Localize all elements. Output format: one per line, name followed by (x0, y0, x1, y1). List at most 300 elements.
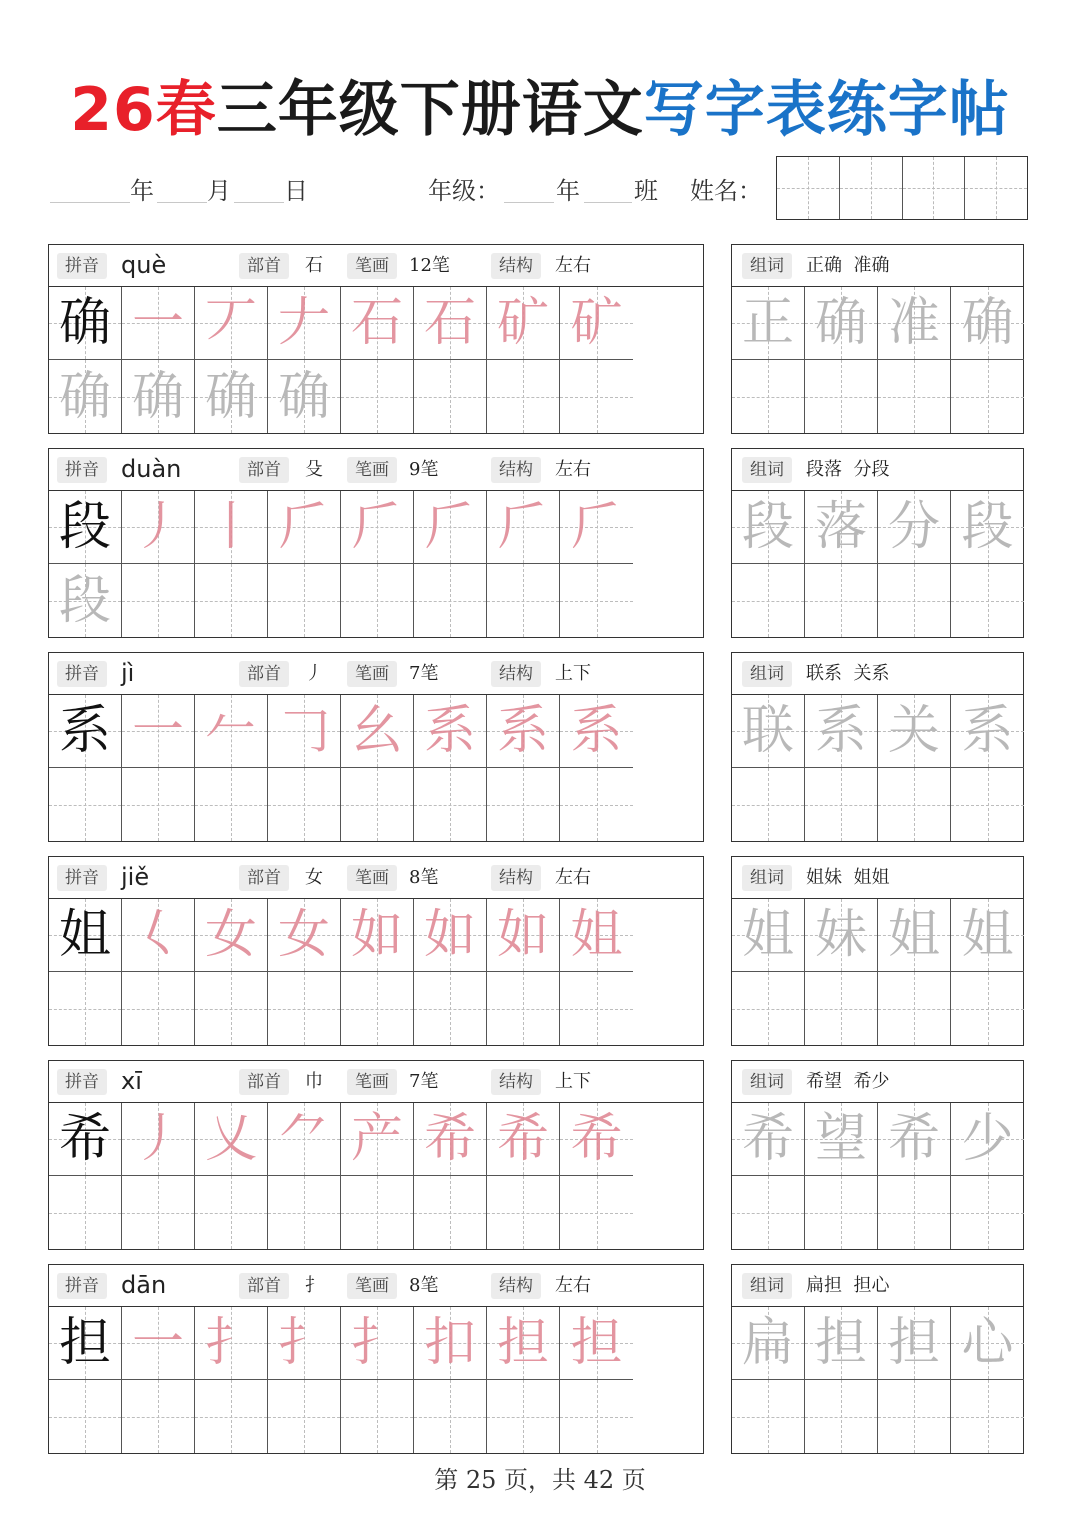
grid-cell[interactable] (49, 768, 122, 841)
word-trace-char: 落 (814, 497, 867, 557)
grid-cell[interactable] (805, 1380, 878, 1453)
words-label: 组词 (742, 457, 792, 483)
grid-cell[interactable] (49, 1103, 122, 1176)
grid-cell[interactable] (951, 899, 1024, 972)
word-trace-char: 分 (887, 497, 940, 557)
year-blank[interactable] (50, 168, 130, 203)
stroke-step: 希 (496, 1109, 549, 1169)
grid-cell[interactable] (122, 972, 195, 1045)
grid-cell[interactable] (732, 1307, 805, 1380)
structure-value: 左右 (555, 1275, 591, 1296)
grid-cell[interactable] (268, 1307, 341, 1380)
word-trace-char: 心 (961, 1313, 1014, 1373)
trace-char: 确 (131, 366, 184, 427)
grid-cell[interactable] (878, 1103, 951, 1176)
word-trace-char: 确 (961, 293, 1014, 353)
grid-cell[interactable] (414, 899, 487, 972)
stroke-step: 系 (570, 701, 623, 761)
stroke-step: 扌 (350, 1313, 403, 1373)
word-grid (732, 287, 1024, 433)
radical-value: 女 (305, 867, 323, 888)
words-value: 正确 准确 (806, 255, 890, 276)
strokes-label: 笔画 (347, 661, 397, 687)
word-trace-char: 妹 (814, 905, 867, 965)
grid-cell[interactable] (49, 1380, 122, 1453)
grid-cell[interactable] (951, 695, 1024, 768)
grid-cell[interactable] (805, 972, 878, 1045)
page-title (0, 72, 1080, 148)
grid-cell[interactable] (195, 899, 268, 972)
words-header (732, 245, 1023, 287)
word-trace-char: 姐 (741, 905, 794, 965)
words-value: 联系 关系 (806, 663, 890, 684)
trace-char: 确 (204, 366, 257, 427)
grid-cell[interactable] (805, 491, 878, 564)
grid-cell[interactable] (414, 768, 487, 841)
word-trace-char: 正 (741, 293, 794, 353)
words-header (732, 857, 1023, 899)
strokes-value: 8笔 (409, 1275, 439, 1296)
grid-cell[interactable] (195, 1176, 268, 1249)
structure-value: 上下 (555, 1071, 591, 1092)
grid-cell[interactable] (951, 360, 1024, 433)
strokes-value: 12笔 (409, 255, 450, 276)
stroke-step: 丿 (131, 497, 184, 557)
grid-cell[interactable] (878, 695, 951, 768)
radical-value: 石 (305, 255, 323, 276)
grid-cell[interactable] (805, 360, 878, 433)
trace-char: 确 (58, 366, 111, 427)
model-char: 姐 (58, 905, 111, 965)
pinyin-label: 拼音 (57, 661, 107, 687)
grid-cell[interactable] (951, 1176, 1024, 1249)
grid-cell[interactable] (414, 695, 487, 768)
grid-cell[interactable] (122, 360, 195, 433)
grid-cell[interactable] (560, 899, 633, 972)
radical-value: 丿 (305, 663, 323, 684)
grid-cell[interactable] (487, 972, 560, 1045)
grid-cell[interactable] (49, 360, 122, 433)
trace-char: 确 (277, 366, 330, 427)
grid-cell[interactable] (268, 1176, 341, 1249)
grid-cell[interactable] (268, 972, 341, 1045)
grid-cell[interactable] (414, 360, 487, 433)
grid-cell[interactable] (560, 564, 633, 637)
grid-cell[interactable] (195, 564, 268, 637)
info-header (49, 1265, 703, 1307)
grid-cell[interactable] (341, 564, 414, 637)
char-block-1 (48, 244, 1025, 434)
day-label: 日 (284, 177, 308, 205)
grid-cell[interactable] (49, 899, 122, 972)
grid-cell[interactable] (560, 287, 633, 360)
word-trace-char: 担 (814, 1313, 867, 1373)
stroke-step: 矿 (570, 293, 623, 353)
grid-cell[interactable] (414, 1176, 487, 1249)
stroke-step: 如 (350, 905, 403, 965)
stroke-step: 担 (496, 1313, 549, 1373)
radical-value: 巾 (305, 1071, 323, 1092)
grid-cell[interactable] (487, 1176, 560, 1249)
strokes-value: 9笔 (409, 459, 439, 480)
word-trace-char: 准 (887, 293, 940, 353)
grid-cell[interactable] (195, 1380, 268, 1453)
grid-cell[interactable] (560, 1176, 633, 1249)
stroke-practice-panel (48, 652, 704, 842)
grid-cell[interactable] (195, 1307, 268, 1380)
pinyin-value: jiě (121, 863, 150, 891)
stroke-step: 𠂆 (496, 497, 549, 557)
word-grid (732, 1307, 1024, 1453)
word-practice-panel (731, 652, 1024, 842)
grid-cell[interactable] (560, 695, 633, 768)
grid-cell[interactable] (951, 1380, 1024, 1453)
grid-cell[interactable] (878, 564, 951, 637)
grid-cell[interactable] (341, 1176, 414, 1249)
grid-cell[interactable] (341, 1380, 414, 1453)
stroke-step: 如 (423, 905, 476, 965)
stroke-step: 扌 (277, 1313, 330, 1373)
structure-label: 结构 (491, 865, 541, 891)
grid-cell[interactable] (951, 287, 1024, 360)
char-block-6 (48, 1264, 1025, 1454)
grid-cell[interactable] (122, 899, 195, 972)
stroke-practice-panel (48, 1264, 704, 1454)
title-part-black: 三年级下册语文 (216, 75, 644, 145)
grid-cell[interactable] (878, 899, 951, 972)
stroke-step: 𠂆 (277, 497, 330, 557)
grid-cell[interactable] (951, 972, 1024, 1045)
grid-cell[interactable] (268, 360, 341, 433)
radical-label: 部首 (239, 1273, 289, 1299)
grid-cell[interactable] (414, 1380, 487, 1453)
structure-label: 结构 (491, 1273, 541, 1299)
grid-cell[interactable] (805, 1103, 878, 1176)
grid-cell[interactable] (195, 491, 268, 564)
grid-cell[interactable] (341, 1307, 414, 1380)
word-trace-char: 希 (887, 1109, 940, 1169)
stroke-step: 𠂉 (204, 701, 257, 761)
stroke-step: 𠂇 (277, 293, 330, 353)
word-trace-char: 扁 (741, 1313, 794, 1373)
writing-grid (49, 491, 633, 637)
grid-cell[interactable] (122, 1380, 195, 1453)
trace-char: 段 (58, 570, 111, 631)
grid-cell[interactable] (487, 899, 560, 972)
stroke-step: 幺 (350, 701, 403, 761)
info-header (49, 653, 703, 695)
pinyin-label: 拼音 (57, 865, 107, 891)
char-block-5 (48, 1060, 1025, 1250)
grid-cell[interactable] (414, 1307, 487, 1380)
pinyin-value: què (121, 251, 167, 279)
grid-cell[interactable] (341, 491, 414, 564)
grid-cell[interactable] (805, 1307, 878, 1380)
stroke-step: 产 (350, 1109, 403, 1169)
stroke-step: 𠃌 (277, 701, 330, 761)
words-label: 组词 (742, 661, 792, 687)
model-char: 段 (58, 497, 111, 557)
grid-cell[interactable] (560, 1103, 633, 1176)
grid-cell[interactable] (49, 287, 122, 360)
grid-cell[interactable] (122, 491, 195, 564)
grid-cell[interactable] (414, 491, 487, 564)
grid-cell[interactable] (487, 564, 560, 637)
model-char: 担 (58, 1313, 111, 1373)
word-trace-char: 确 (814, 293, 867, 353)
grid-cell[interactable] (487, 287, 560, 360)
stroke-step: 担 (570, 1313, 623, 1373)
grid-cell[interactable] (732, 360, 805, 433)
grid-cell[interactable] (341, 972, 414, 1045)
grid-cell[interactable] (341, 1103, 414, 1176)
grid-cell[interactable] (487, 360, 560, 433)
pinyin-label: 拼音 (57, 457, 107, 483)
grid-cell[interactable] (878, 1380, 951, 1453)
stroke-step: 女 (204, 905, 257, 965)
words-label: 组词 (742, 253, 792, 279)
grid-cell[interactable] (732, 1176, 805, 1249)
stroke-step: 如 (496, 905, 549, 965)
stroke-practice-panel (48, 448, 704, 638)
pinyin-value: xī (121, 1067, 142, 1095)
model-char: 希 (58, 1109, 111, 1169)
grid-cell[interactable] (268, 491, 341, 564)
info-header (49, 1061, 703, 1103)
grid-cell[interactable] (122, 1176, 195, 1249)
grid-cell[interactable] (732, 491, 805, 564)
structure-value: 上下 (555, 663, 591, 684)
grid-cell[interactable] (878, 768, 951, 841)
info-header (49, 449, 703, 491)
pinyin-value: jì (121, 659, 135, 687)
grid-cell[interactable] (414, 287, 487, 360)
day-blank[interactable] (234, 168, 284, 203)
year-label: 年 (130, 177, 154, 205)
char-block-2 (48, 448, 1025, 638)
model-char: 系 (58, 701, 111, 761)
writing-grid (49, 899, 633, 1045)
grade-year-blank[interactable] (504, 168, 554, 203)
grid-cell[interactable] (805, 768, 878, 841)
name-box-cell[interactable] (965, 157, 1027, 219)
grid-cell[interactable] (732, 899, 805, 972)
model-char: 确 (58, 293, 111, 353)
grid-cell[interactable] (414, 564, 487, 637)
words-value: 扁担 担心 (806, 1275, 890, 1296)
grid-cell[interactable] (951, 491, 1024, 564)
grid-cell[interactable] (878, 1176, 951, 1249)
pinyin-label: 拼音 (57, 253, 107, 279)
words-value: 姐妹 姐姐 (806, 867, 890, 888)
radical-value: 殳 (305, 459, 323, 480)
grid-cell[interactable] (878, 491, 951, 564)
structure-value: 左右 (555, 255, 591, 276)
grid-cell[interactable] (341, 360, 414, 433)
grid-cell[interactable] (195, 695, 268, 768)
grid-cell[interactable] (268, 1103, 341, 1176)
strokes-label: 笔画 (347, 253, 397, 279)
strokes-value: 7笔 (409, 663, 439, 684)
grid-cell[interactable] (487, 1103, 560, 1176)
grid-cell[interactable] (122, 768, 195, 841)
writing-grid (49, 695, 633, 841)
word-grid (732, 1103, 1024, 1249)
name-label: 姓名： (690, 177, 762, 205)
grid-cell[interactable] (805, 287, 878, 360)
name-box-cell[interactable] (840, 157, 903, 219)
pinyin-label: 拼音 (57, 1069, 107, 1095)
grid-cell[interactable] (560, 491, 633, 564)
grid-cell[interactable] (487, 491, 560, 564)
word-trace-char: 段 (961, 497, 1014, 557)
grid-cell[interactable] (560, 972, 633, 1045)
grid-cell[interactable] (560, 1307, 633, 1380)
grid-cell[interactable] (268, 768, 341, 841)
grid-cell[interactable] (122, 564, 195, 637)
grid-cell[interactable] (195, 972, 268, 1045)
words-header (732, 1061, 1023, 1103)
grid-cell[interactable] (341, 899, 414, 972)
words-label: 组词 (742, 1069, 792, 1095)
structure-label: 结构 (491, 1069, 541, 1095)
strokes-label: 笔画 (347, 1069, 397, 1095)
grid-cell[interactable] (49, 1176, 122, 1249)
stroke-step: 女 (277, 905, 330, 965)
grid-cell[interactable] (341, 695, 414, 768)
structure-value: 左右 (555, 867, 591, 888)
writing-grid (49, 1307, 633, 1453)
grid-cell[interactable] (487, 695, 560, 768)
word-grid (732, 695, 1024, 841)
stroke-step: 丿 (131, 1109, 184, 1169)
grid-cell[interactable] (122, 287, 195, 360)
grid-cell[interactable] (878, 972, 951, 1045)
grid-cell[interactable] (49, 564, 122, 637)
grid-cell[interactable] (341, 287, 414, 360)
grid-cell[interactable] (49, 1307, 122, 1380)
class-blank[interactable] (584, 168, 632, 203)
stroke-step: 扣 (423, 1313, 476, 1373)
grid-cell[interactable] (560, 360, 633, 433)
grid-cell[interactable] (122, 695, 195, 768)
name-box-cell[interactable] (777, 157, 840, 219)
structure-label: 结构 (491, 661, 541, 687)
words-header (732, 449, 1023, 491)
grid-cell[interactable] (487, 1307, 560, 1380)
grid-cell[interactable] (195, 768, 268, 841)
grid-cell[interactable] (805, 564, 878, 637)
grid-cell[interactable] (487, 768, 560, 841)
strokes-label: 笔画 (347, 1273, 397, 1299)
grid-cell[interactable] (268, 564, 341, 637)
month-label: 月 (207, 177, 231, 205)
grid-cell[interactable] (122, 1103, 195, 1176)
radical-label: 部首 (239, 661, 289, 687)
stroke-step: 一 (131, 1313, 184, 1373)
title-part-blue: 写字表练字帖 (643, 75, 1010, 145)
stroke-step: 𠂆 (350, 497, 403, 557)
pinyin-value: dān (121, 1271, 167, 1299)
grid-cell[interactable] (878, 360, 951, 433)
stroke-step: 𡿨 (131, 905, 184, 965)
grid-cell[interactable] (195, 287, 268, 360)
grid-cell[interactable] (732, 287, 805, 360)
grid-cell[interactable] (732, 1103, 805, 1176)
grid-cell[interactable] (805, 899, 878, 972)
word-grid (732, 491, 1024, 637)
grid-cell[interactable] (951, 564, 1024, 637)
grid-cell[interactable] (560, 1380, 633, 1453)
grid-cell[interactable] (268, 1380, 341, 1453)
stroke-practice-panel (48, 1060, 704, 1250)
month-blank[interactable] (157, 168, 207, 203)
grid-cell[interactable] (268, 899, 341, 972)
words-value: 希望 希少 (806, 1071, 890, 1092)
strokes-value: 7笔 (409, 1071, 439, 1092)
grid-cell[interactable] (341, 768, 414, 841)
word-practice-panel (731, 1060, 1024, 1250)
grid-cell[interactable] (732, 1380, 805, 1453)
word-trace-char: 关 (887, 701, 940, 761)
word-trace-char: 姐 (961, 905, 1014, 965)
stroke-step: 乂 (204, 1109, 257, 1169)
stroke-step: 一 (131, 701, 184, 761)
grid-cell[interactable] (487, 1380, 560, 1453)
grid-cell[interactable] (878, 287, 951, 360)
grid-cell[interactable] (268, 287, 341, 360)
stroke-step: 希 (423, 1109, 476, 1169)
grade-year-label: 年 (556, 177, 580, 205)
stroke-step: 𠂆 (570, 497, 623, 557)
grid-cell[interactable] (195, 1103, 268, 1176)
grid-cell[interactable] (732, 695, 805, 768)
stroke-step: ⺈ (277, 1109, 330, 1169)
grid-cell[interactable] (268, 695, 341, 768)
grid-cell[interactable] (732, 768, 805, 841)
strokes-value: 8笔 (409, 867, 439, 888)
grid-cell[interactable] (414, 972, 487, 1045)
grid-cell[interactable] (805, 695, 878, 768)
grid-cell[interactable] (414, 1103, 487, 1176)
grid-cell[interactable] (560, 768, 633, 841)
word-trace-char: 系 (961, 701, 1014, 761)
radical-label: 部首 (239, 1069, 289, 1095)
grid-cell[interactable] (49, 972, 122, 1045)
writing-grid (49, 1103, 633, 1249)
strokes-label: 笔画 (347, 457, 397, 483)
grid-cell[interactable] (951, 1103, 1024, 1176)
grid-cell[interactable] (805, 1176, 878, 1249)
grid-cell[interactable] (878, 1307, 951, 1380)
grid-cell[interactable] (732, 564, 805, 637)
grid-cell[interactable] (49, 491, 122, 564)
structure-label: 结构 (491, 457, 541, 483)
name-box-cell[interactable] (903, 157, 966, 219)
word-trace-char: 联 (741, 701, 794, 761)
stroke-step: 丨 (204, 497, 257, 557)
grid-cell[interactable] (951, 768, 1024, 841)
name-boxes[interactable] (776, 156, 1028, 220)
grid-cell[interactable] (195, 360, 268, 433)
grid-cell[interactable] (122, 1307, 195, 1380)
info-header (49, 245, 703, 287)
grid-cell[interactable] (951, 1307, 1024, 1380)
word-practice-panel (731, 244, 1024, 434)
grid-cell[interactable] (732, 972, 805, 1045)
grid-cell[interactable] (49, 695, 122, 768)
char-block-4 (48, 856, 1025, 1046)
